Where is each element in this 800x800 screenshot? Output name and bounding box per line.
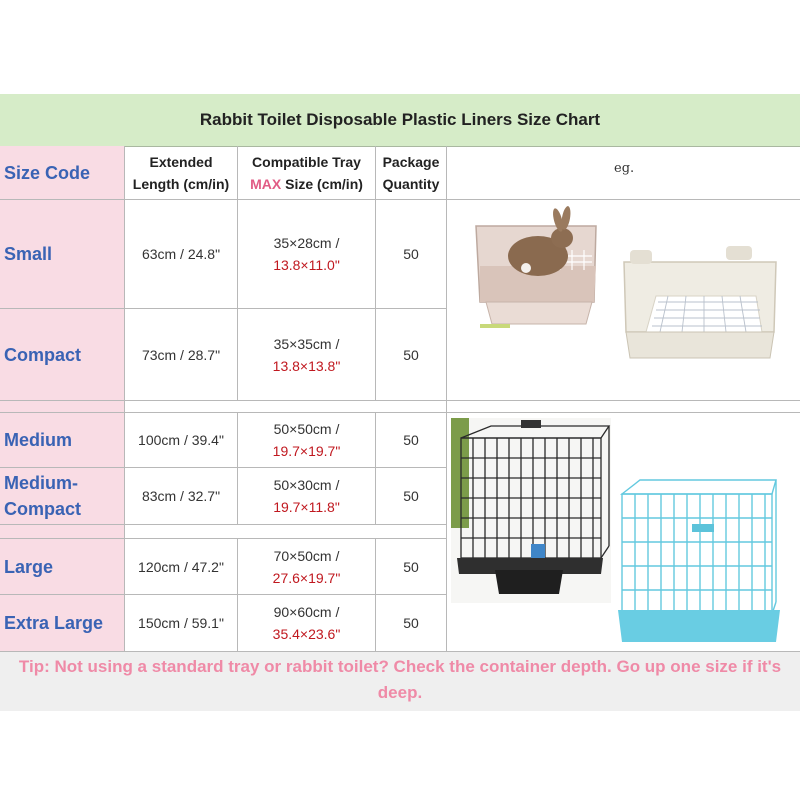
size-compact [0, 309, 125, 401]
qty-extra-large [376, 595, 447, 652]
tray-medium-compact [238, 468, 376, 525]
qty-medium [376, 413, 447, 468]
tray-large [238, 539, 376, 595]
tray-medium-in: 19.7×19.7" [272, 443, 341, 459]
size-small [0, 200, 125, 309]
tray-extra-large-in: 35.4×23.6" [272, 626, 341, 642]
qty-large-value: 50 [403, 558, 419, 575]
qty-medium-compact-value: 50 [403, 488, 419, 504]
tray-small-cm: 35×28cm / [273, 235, 340, 251]
header-package-quantity [376, 146, 447, 200]
header-size-code [0, 146, 125, 200]
length-compact-value: 73cm / 28.7" [141, 346, 221, 363]
tray-extra-large-cm: 90×60cm / [273, 604, 340, 620]
qty-extra-large-value: 50 [403, 615, 419, 631]
spacer-row-1-pic [447, 401, 800, 413]
length-medium-compact [125, 468, 238, 525]
header-extended-line1: Extended [149, 153, 213, 170]
qty-medium-value: 50 [403, 432, 419, 448]
header-package-line1: Package [382, 153, 440, 170]
tray-small-in: 13.8×11.0" [273, 257, 340, 273]
spacer-row-2-cells [125, 525, 447, 539]
length-extra-large [125, 595, 238, 652]
header-extended-length [125, 146, 238, 200]
example-label: eg. [614, 161, 635, 176]
tray-large-in: 27.6×19.7" [272, 569, 341, 586]
spacer-row-1 [0, 401, 125, 413]
size-medium-compact-line1: Medium- [4, 473, 78, 493]
size-extra-large-label: Extra Large [4, 613, 104, 633]
header-compat-line2 [250, 173, 363, 195]
length-small [125, 200, 238, 309]
header-size-code-label: Size Code [4, 162, 91, 183]
length-medium-compact-value: 83cm / 32.7" [141, 488, 221, 504]
tray-medium-cm: 50×50cm / [273, 421, 340, 437]
blue-wire-cage-photo [616, 472, 782, 644]
size-medium [0, 413, 125, 468]
tray-compact [238, 309, 376, 401]
spacer-row-2 [0, 525, 125, 539]
size-large-label: Large [4, 556, 54, 577]
qty-small-value: 50 [403, 246, 419, 262]
length-large-value: 120cm / 47.2" [138, 558, 224, 575]
length-medium [125, 413, 238, 468]
qty-small [376, 200, 447, 309]
size-medium-compact-line2: Compact [4, 499, 82, 519]
header-compatible-tray [238, 146, 376, 200]
tray-medium [238, 413, 376, 468]
length-medium-value: 100cm / 39.4" [138, 432, 224, 448]
length-extra-large-value: 150cm / 59.1" [138, 615, 224, 631]
tip-text: Tip: Not using a standard tray or rabbit toilet? Check the container depth. Go up one size if it's deep. [0, 652, 800, 711]
length-compact [125, 309, 238, 401]
tray-extra-large [238, 595, 376, 652]
size-medium-label: Medium [4, 430, 73, 450]
header-extended-line2: Length (cm/in) [132, 175, 230, 192]
size-small-label: Small [4, 244, 53, 264]
header-package-line2: Quantity [382, 175, 440, 192]
qty-large [376, 539, 447, 595]
black-wire-cage-photo [451, 418, 611, 603]
tray-medium-compact-in: 19.7×11.8" [273, 499, 340, 515]
chart-title: Rabbit Toilet Disposable Plastic Liners Size Chart [0, 94, 800, 147]
size-compact-label: Compact [4, 344, 82, 365]
size-medium-compact [0, 468, 125, 525]
header-compat-size: Size (cm/in) [281, 175, 363, 192]
length-large [125, 539, 238, 595]
tray-medium-compact-cm: 50×30cm / [273, 477, 340, 493]
size-large [0, 539, 125, 595]
rabbit-in-litter-tray-photo [466, 206, 606, 334]
header-compat-line1: Compatible Tray [252, 153, 361, 170]
qty-medium-compact [376, 468, 447, 525]
qty-compact [376, 309, 447, 401]
size-extra-large [0, 595, 125, 652]
length-small-value: 63cm / 24.8" [141, 246, 221, 262]
tray-small [238, 200, 376, 309]
qty-compact-value: 50 [403, 346, 419, 363]
tray-compact-in: 13.8×13.8" [272, 357, 341, 374]
tray-compact-cm: 35×35cm / [273, 335, 340, 352]
tray-large-cm: 70×50cm / [273, 547, 340, 564]
header-max-label: MAX [250, 175, 282, 192]
spacer-row-1-cells [125, 401, 447, 413]
empty-litter-tray-photo [606, 240, 786, 380]
